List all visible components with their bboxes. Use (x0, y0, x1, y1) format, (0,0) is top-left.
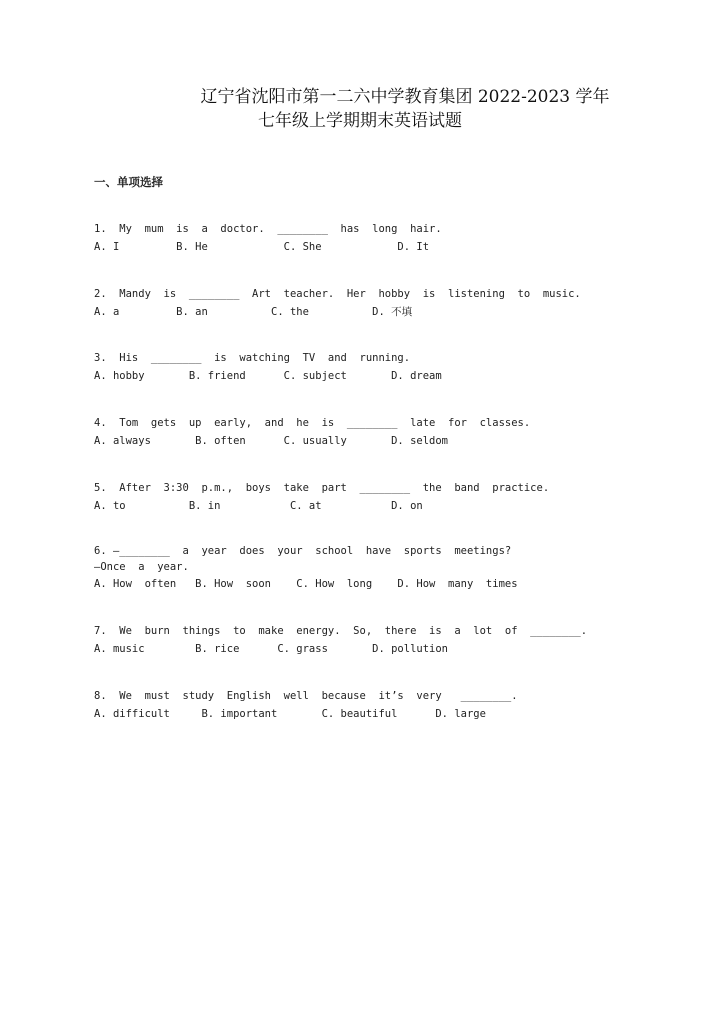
question-8-options: A. difficult B. important C. beautiful D. large (94, 708, 486, 720)
question-4-options: A. always B. often C. usually D. seldom (94, 435, 449, 447)
question-6-answer: —Once a year. (94, 561, 189, 573)
question-7-options: A. music B. rice C. grass D. pollution (94, 643, 449, 655)
question-5-options: A. to B. in C. at D. on (94, 500, 423, 512)
exam-title-line2: 七年级上学期期末英语试题 (258, 111, 462, 131)
question-6-stem: 6. —________ a year does your school have sports meetings? (94, 545, 512, 557)
question-7-stem: 7. We burn things to make energy. So, there is a lot of ________. (94, 625, 588, 637)
question-3-options: A. hobby B. friend C. subject D. dream (94, 370, 442, 382)
question-4-stem: 4. Tom gets up early, and he is ________ late for classes. (94, 417, 531, 429)
question-6-options: A. How often B. How soon C. How long D. How many times (94, 578, 518, 590)
question-2-options: A. a B. an C. the D. 不填 (94, 306, 413, 318)
question-2-stem: 2. Mandy is ________ Art teacher. Her hobby is listening to music. (94, 288, 581, 300)
question-1-options: A. I B. He C. She D. It (94, 241, 430, 253)
exam-title-line1: 辽宁省沈阳市第一二六中学教育集团 2022-2023 学年 (200, 87, 610, 107)
question-8-stem: 8. We must study English well because it’s very ________. (94, 690, 518, 702)
question-1-stem: 1. My mum is a doctor. ________ has long hair. (94, 223, 442, 235)
question-3-stem: 3. His ________ is watching TV and running. (94, 352, 411, 364)
question-5-stem: 5. After 3:30 p.m., boys take part ________ the band practice. (94, 482, 550, 494)
section-heading: 一、单项选择 (94, 175, 163, 189)
